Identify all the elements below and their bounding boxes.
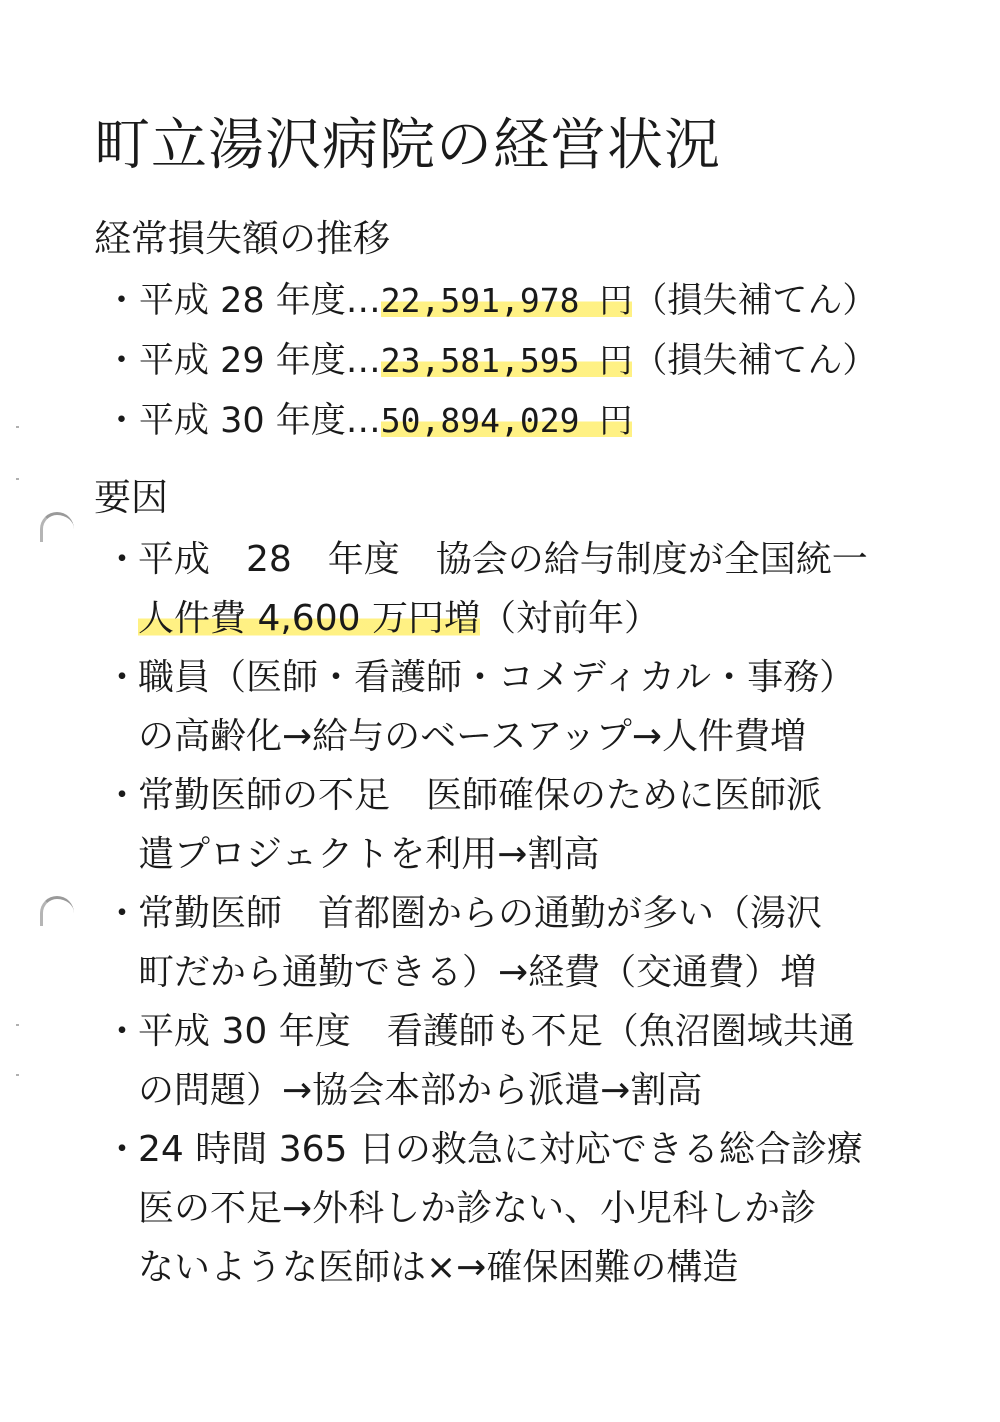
scan-speck: [16, 1074, 19, 1076]
loss-item: [104, 278, 877, 324]
factor-item: [104, 648, 924, 766]
bullet-dot: ・: [104, 1129, 141, 1170]
factor-item: [104, 1002, 924, 1120]
factor-item: [104, 766, 924, 884]
factor-line: ないような医師は×→確保困難の構造: [138, 1247, 739, 1288]
loss-item: [104, 338, 877, 384]
highlighted-text: 人件費 4,600 万円増: [138, 598, 480, 639]
factor-line: の高齢化→給与のベースアップ→人件費増: [138, 716, 807, 757]
punch-hole-icon: [40, 512, 74, 542]
loss-year: ・平成 30 年度…: [104, 401, 381, 441]
loss-year: ・平成 28 年度…: [104, 281, 381, 321]
scan-speck: [16, 426, 19, 428]
bullet-dot: ・: [104, 1011, 141, 1052]
factor-line: 24 時間 365 日の救急に対応できる総合診療: [138, 1129, 863, 1170]
loss-note: （損失補てん）: [632, 341, 878, 381]
punch-hole-icon: [40, 896, 74, 926]
factor-line: （対前年）: [479, 598, 660, 639]
factor-item: [104, 1120, 924, 1297]
factor-line: 遣プロジェクトを利用→割高: [138, 834, 600, 875]
factor-line: 町だから通勤できる）→経費（交通費）増: [138, 952, 817, 993]
loss-amount: 50,894,029 円: [380, 401, 633, 440]
bullet-dot: ・: [104, 539, 141, 580]
factor-line: 常勤医師の不足 医師確保のために医師派: [138, 775, 823, 816]
scan-speck: [16, 478, 19, 480]
loss-amount: 23,581,595 円: [380, 341, 633, 380]
factor-item: [104, 884, 924, 1002]
factor-item: [104, 530, 924, 648]
page-title: 町立湯沢病院の経営状況: [94, 113, 721, 178]
bullet-dot: ・: [104, 893, 141, 934]
bullet-dot: ・: [104, 775, 141, 816]
factors-heading: 要因: [94, 476, 168, 519]
factors-list: [104, 530, 924, 1297]
loss-heading: 経常損失額の推移: [94, 217, 390, 260]
factor-line: 医の不足→外科しか診ない、小児科しか診: [138, 1188, 817, 1229]
factor-line: 常勤医師 首都圏からの通勤が多い（湯沢: [138, 893, 823, 934]
factor-line: 平成 30 年度 看護師も不足（魚沼圏域共通: [138, 1011, 855, 1052]
factor-line: の問題）→協会本部から派遣→割高: [138, 1070, 703, 1111]
factor-line: 職員（医師・看護師・コメディカル・事務）: [138, 657, 856, 698]
loss-item: [104, 398, 632, 444]
loss-year: ・平成 29 年度…: [104, 341, 381, 381]
factor-line: 平成 28 年度 協会の給与制度が全国統一: [138, 539, 868, 580]
bullet-dot: ・: [104, 657, 141, 698]
loss-note: （損失補てん）: [632, 281, 878, 321]
loss-amount: 22,591,978 円: [380, 281, 633, 320]
scan-speck: [16, 1024, 19, 1026]
